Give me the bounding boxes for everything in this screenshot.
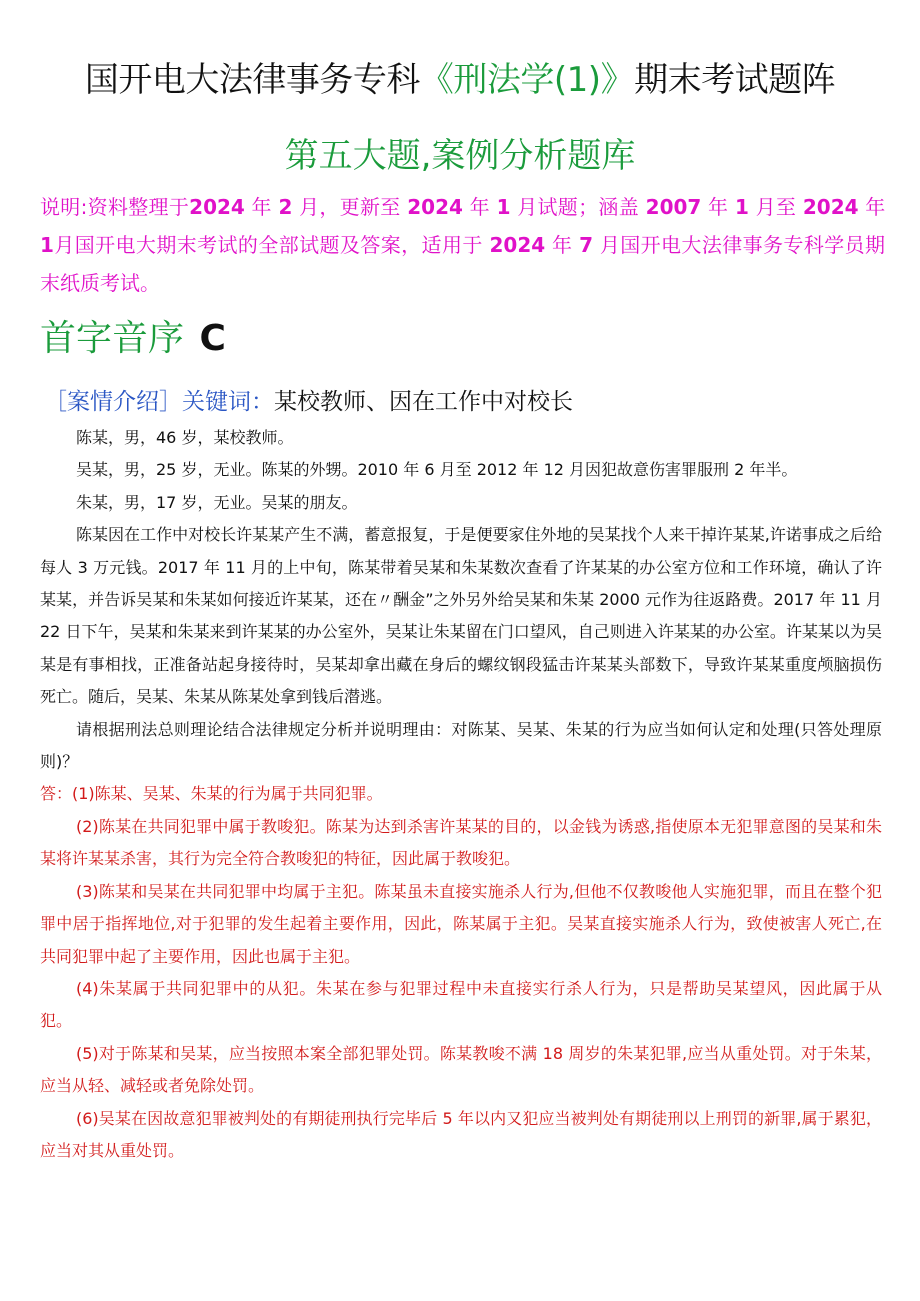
case-question: 请根据刑法总则理论结合法律规定分析并说明理由：对陈某、吴某、朱某的行为应当如何认定和处理(只答处理原则)？ — [40, 719, 882, 772]
note-text: 年 — [708, 195, 729, 219]
page-subtitle: 第五大题,案例分析题库 — [284, 136, 636, 176]
note-label: 说明:资料整理于 — [40, 195, 190, 219]
case-body — [40, 422, 882, 1167]
answer-paragraph: (4)朱某属于共同犯罪中的从犯。朱某在参与犯罪过程中未直接实行杀人行为，只是帮助吴某望风，因此属于从犯。 — [40, 978, 882, 1031]
answer-paragraph: (2)陈某在共同犯罪中属于教唆犯。陈某为达到杀害许某某的目的，以金钱为诱惑,指使原本无犯罪意图的吴某和朱某将许某某杀害，其行为完全符合教唆犯的特征，因此属于教唆犯。 — [40, 816, 882, 869]
note-text: 月至 — [755, 195, 797, 219]
note-month: 1 — [496, 195, 511, 219]
note-text: 年 — [865, 195, 886, 219]
note-month: 7 — [579, 233, 594, 257]
case-paragraph: 朱某，男，17 岁，无业。吴某的朋友。 — [76, 492, 358, 512]
note-text: 年 — [251, 195, 272, 219]
note-text: 月，更新至 — [299, 195, 401, 219]
case-paragraph: 陈某，男，46 岁，某校教师。 — [76, 428, 294, 447]
note-text: 月国开电大期末考试的全部试题及答案，适用于 — [53, 233, 483, 257]
answer-paragraph: (5)对于陈某和吴某，应当按照本案全部犯罪处罚。陈某教唆不满 18 周岁的朱某犯罪,应当从重处罚。对于朱某，应当从轻、减轻或者免除处罚。 — [40, 1043, 882, 1096]
note-year: 2024 — [189, 195, 245, 219]
title-prefix: 国开电大法律事务专科 — [84, 60, 420, 100]
answer-paragraph: (3)陈某和吴某在共同犯罪中均属于主犯。陈某虽未直接实施杀人行为,但他不仅教唆他人实施犯罪，而且在整个犯罪中居于指挥地位,对于犯罪的发生起着主要作用，因此，陈某属于主犯。吴某直接实施杀人行为，致使被害人死亡,在共同犯罪中起了主要作用，因此也属于主犯。 — [40, 881, 882, 966]
note-text: 年 — [469, 195, 490, 219]
page-title — [40, 56, 880, 104]
answer-paragraph: 答：(1)陈某、吴某、朱某的行为属于共同犯罪。 — [40, 784, 383, 804]
case-keywords: 某校教师、因在工作中对校长 — [274, 389, 573, 415]
section-letter: C — [199, 318, 226, 359]
note-month: 2 — [278, 195, 293, 219]
case-paragraph: 陈某因在工作中对校长许某某产生不满，蓄意报复，于是便要家住外地的吴某找个人来干掉许某某,许诺事成之后给每人 3 万元钱。2017 年 11 月的上中旬，陈某带着吴某和朱某数次查看了许某某的办公室方位和工作环境，确认了许某某，并告诉吴某和朱某如何接近许某某，还在〃酬金”之外另外给吴某和朱某 2000 元作为往返路费。2017 年 11 月 22 日下午，吴某和朱某来到许某某的办公室外，吴某让朱某留在门口望风，自己则进入许某某的办公室。许某某以为吴某是有事相找，正准备站起身接待时，吴某却拿出藏在身后的螺纹钢段猛击许某某头部数下，导致许某某重度颅脑损伤死亡。随后，吴某、朱某从陈某处拿到钱后潜逃。 — [40, 525, 882, 707]
case-paragraph: 吴某，男，25 岁，无业。陈某的外甥。2010 年 6 月至 2012 年 12 月因犯故意伤害罪服刑 2 年半。 — [76, 460, 798, 480]
case-heading — [44, 382, 573, 422]
answer-block — [40, 778, 882, 1167]
section-heading-text: 首字音序 — [40, 318, 185, 359]
title-suffix: 期末考试题阵 — [634, 60, 836, 100]
note-text: 年 — [551, 233, 573, 257]
case-label: ［案情介绍］关键词： — [44, 389, 274, 415]
note-month: 1 — [40, 233, 54, 257]
note-text: 月国开电大法律事务专科学员期末纸质考试。 — [40, 233, 886, 295]
note-month: 1 — [735, 195, 749, 219]
answer-paragraph: (6)吴某在因故意犯罪被判处的有期徒刑执行完毕后 5 年以内又犯应当被判处有期徒刑以上刑罚的新罪,属于累犯，应当对其从重处罚。 — [40, 1108, 882, 1160]
note-year: 2024 — [407, 195, 463, 219]
description-note — [40, 188, 885, 302]
note-year: 2024 — [802, 195, 859, 219]
title-course-name: 《刑法学(1)》 — [419, 60, 635, 100]
note-text: 月试题；涵盖 — [517, 195, 639, 219]
section-heading — [40, 314, 226, 364]
note-year: 2024 — [489, 233, 546, 257]
note-year: 2007 — [645, 195, 702, 219]
